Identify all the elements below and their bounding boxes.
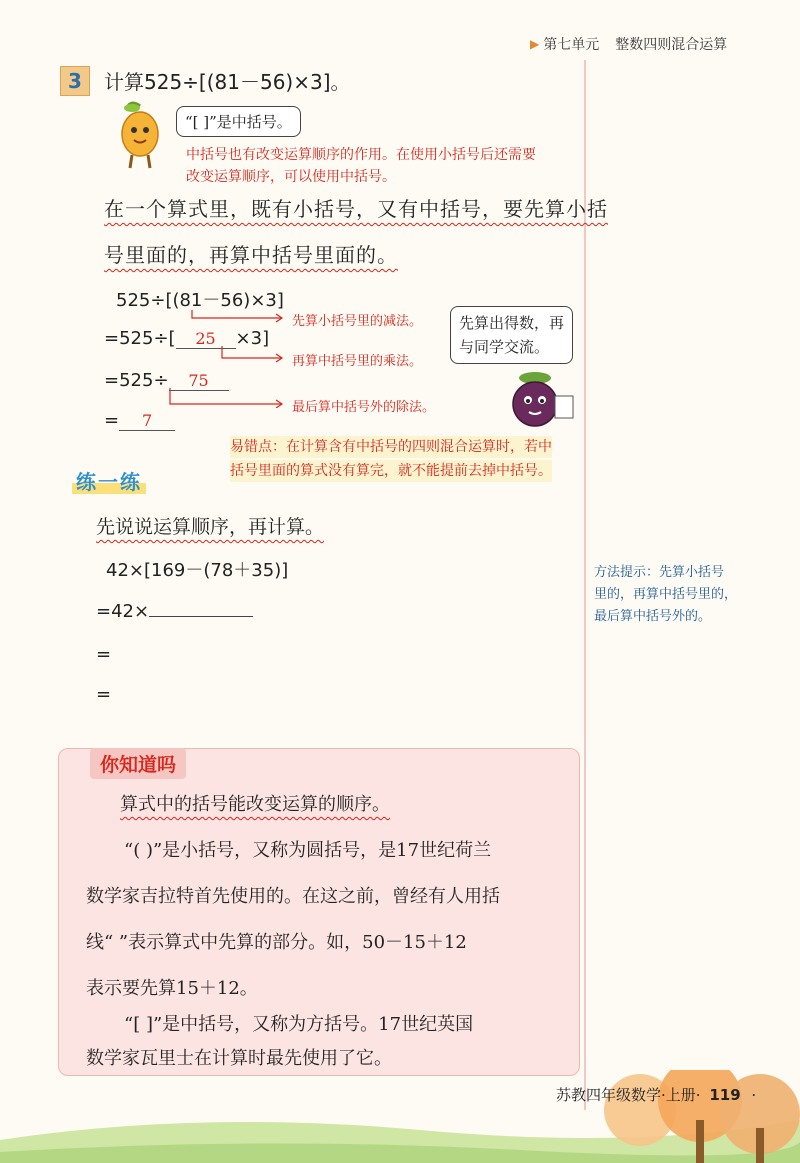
practice-step-1: =42× xyxy=(96,600,253,622)
fill-75: 75 xyxy=(169,371,229,391)
page-footer: 苏教四年级数学·上册· 119 · xyxy=(556,1086,757,1104)
fill-7: 7 xyxy=(119,411,175,431)
dyk-p2-line-2: 数学家吉拉特首先使用的。在这之前，曾经有人用括 xyxy=(86,886,500,907)
error-line-2: 括号里面的算式没有算完，就不能提前去掉中括号。 xyxy=(230,460,552,482)
solution-line-4: = 7 xyxy=(104,410,175,431)
speech-bubble-bracket: “[ ]”是中括号。 xyxy=(176,106,301,137)
mangosteen-character-icon xyxy=(505,372,577,432)
answer-blank[interactable] xyxy=(149,600,253,617)
dyk-p2-line-1: “( )”是小括号，又称为圆括号，是17世纪荷兰 xyxy=(124,840,492,861)
step-note-1: 先算小括号里的减法。 xyxy=(292,314,423,329)
unit-header xyxy=(530,32,770,56)
practice-step-2: = xyxy=(96,644,112,665)
example-prompt: 计算525÷[(81－56)×3]。 xyxy=(104,70,351,94)
red-note-line-1: 中括号也有改变运算顺序的作用。在使用小括号后还需要 xyxy=(186,147,536,163)
practice-expression: 42×[169－(78＋35)] xyxy=(106,560,289,581)
speech-bubble-discuss: 先算出得数，再 与同学交流。 xyxy=(450,306,573,364)
page-number: 119 xyxy=(709,1086,741,1104)
red-note-line-2: 改变运算顺序，可以使用中括号。 xyxy=(186,169,396,185)
fill-25: 25 xyxy=(176,329,236,349)
unit-topic: 整数四则混合运算 xyxy=(615,37,728,53)
step-arrows xyxy=(150,308,300,408)
dyk-p3-line-2: 数学家瓦里士在计算时最先使用了它。 xyxy=(86,1048,392,1069)
mango-character-icon xyxy=(110,100,168,172)
rule-line-2: 号里面的，再算中括号里面的。 xyxy=(104,243,398,267)
did-you-know-title: 你知道吗 xyxy=(90,748,186,779)
solution-line-2: =525÷[ 25 ×3] xyxy=(104,328,270,349)
step-note-3: 最后算中括号外的除法。 xyxy=(292,400,436,415)
unit-label: 第七单元 xyxy=(543,37,600,53)
practice-title: 练一练 xyxy=(72,466,146,495)
dyk-p2-line-3: 线“ ”表示算式中先算的部分。如，50－15＋12 xyxy=(86,932,467,953)
practice-instruction: 先说说运算顺序，再计算。 xyxy=(96,516,325,538)
rule-line-1: 在一个算式里，既有小括号，又有中括号，要先算小括 xyxy=(104,197,608,221)
dyk-p3-line-1: “[ ]”是中括号，又称为方括号。17世纪英国 xyxy=(124,1014,474,1035)
dyk-paragraph-1: 算式中的括号能改变运算的顺序。 xyxy=(120,794,390,815)
solution-line-3: =525÷ 75 xyxy=(104,370,229,391)
triangle-icon: ▶ xyxy=(530,37,540,51)
method-tip: 方法提示：先算小括号 里的，再算中括号里的， 最后算中括号外的。 xyxy=(594,565,738,624)
step-note-2: 再算中括号里的乘法。 xyxy=(292,354,423,369)
dyk-p2-line-4: 表示要先算15＋12。 xyxy=(86,978,258,999)
example-number: 3 xyxy=(60,66,90,96)
solution-line-1: 525÷[(81－56)×3] xyxy=(116,290,284,311)
practice-step-3: = xyxy=(96,684,112,705)
error-line-1: 易错点：在计算含有中括号的四则混合运算时，若中 xyxy=(230,436,552,458)
